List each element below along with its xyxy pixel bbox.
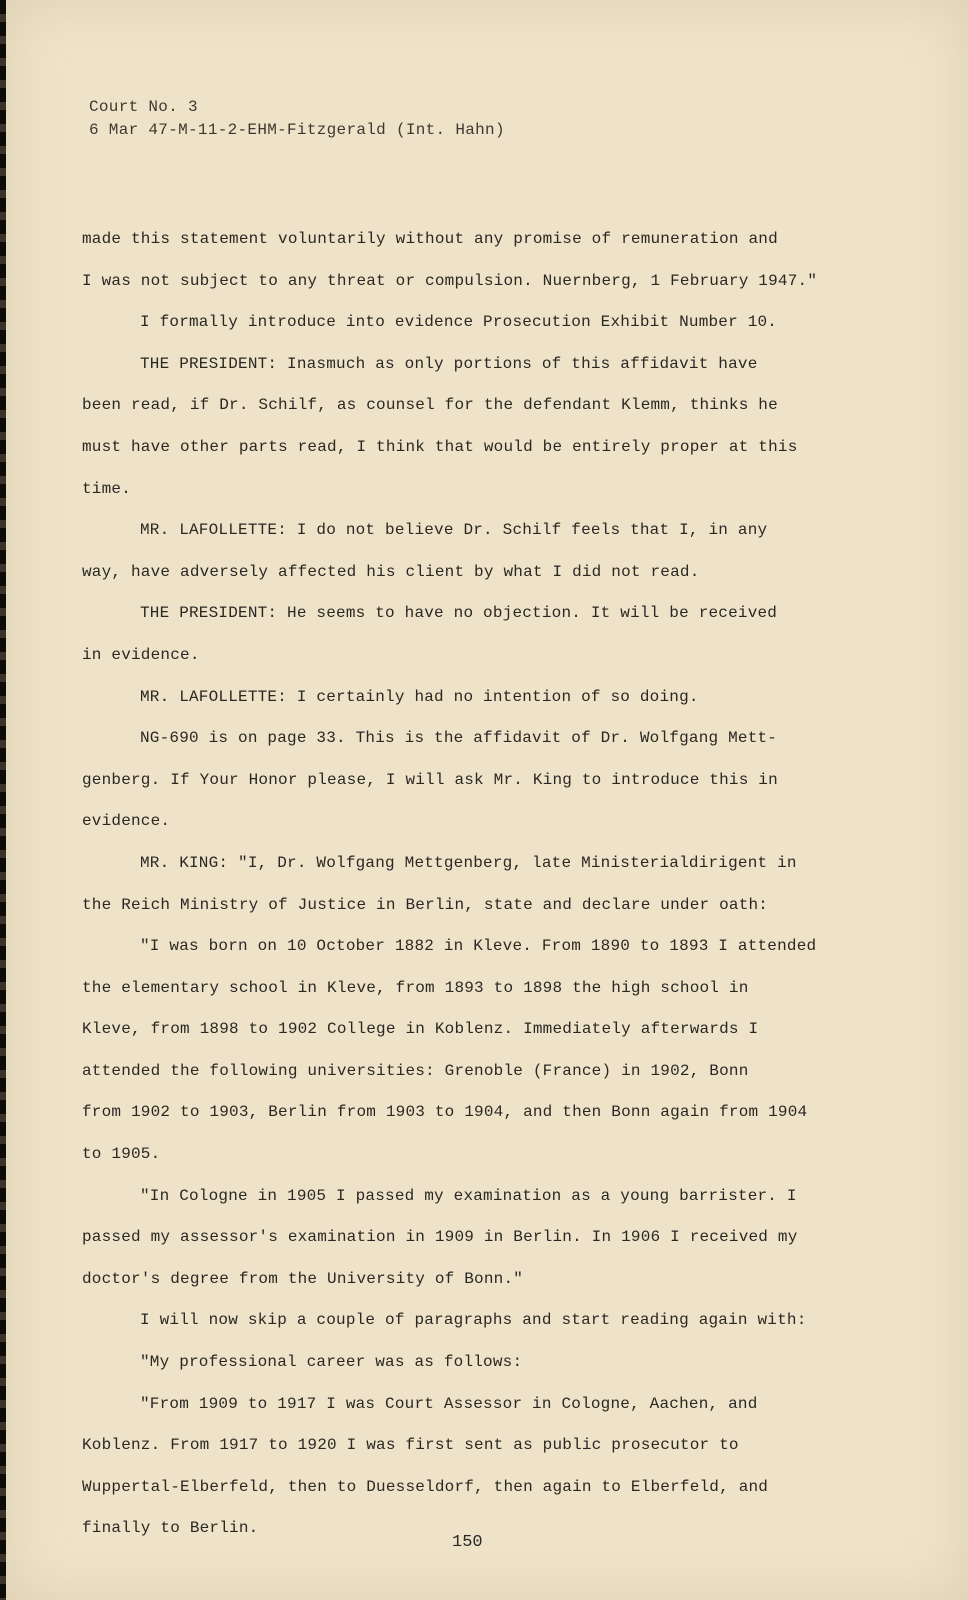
text-line: I will now skip a couple of paragraphs and start reading again with: xyxy=(140,1311,807,1330)
transcript-page xyxy=(6,0,968,1600)
text-line: MR. KING: "I, Dr. Wolfgang Mettgenberg, late Ministerialdirigent in xyxy=(140,853,797,872)
text-line: MR. LAFOLLETTE: I do not believe Dr. Schilf feels that I, in any xyxy=(140,521,768,540)
text-line: Koblenz. From 1917 to 1920 I was first sent as public prosecutor to xyxy=(82,1436,739,1455)
text-line: in evidence. xyxy=(82,645,200,664)
text-line: must have other parts read, I think that would be entirely proper at this xyxy=(82,437,798,456)
text-line: "In Cologne in 1905 I passed my examination as a young barrister. I xyxy=(140,1186,797,1205)
text-line: doctor's degree from the University of Bonn." xyxy=(82,1269,524,1288)
text-line: MR. LAFOLLETTE: I certainly had no intention of so doing. xyxy=(140,687,699,706)
text-line: I formally introduce into evidence Prosecution Exhibit Number 10. xyxy=(140,313,778,332)
text-line: Kleve, from 1898 to 1902 College in Koblenz. Immediately afterwards I xyxy=(82,1020,759,1039)
text-line: time. xyxy=(82,479,132,498)
transcript-body xyxy=(82,219,922,1550)
text-line: way, have adversely affected his client by what I did not read. xyxy=(82,562,700,581)
text-line: passed my assessor's examination in 1909 in Berlin. In 1906 I received my xyxy=(82,1228,798,1247)
text-line: "My professional career was as follows: xyxy=(140,1353,523,1372)
text-line: attended the following universities: Grenoble (France) in 1902, Bonn xyxy=(82,1061,749,1080)
text-line: been read, if Dr. Schilf, as counsel for the defendant Klemm, thinks he xyxy=(82,396,778,415)
text-line: "From 1909 to 1917 I was Court Assessor in Cologne, Aachen, and xyxy=(140,1394,758,1413)
text-line: the elementary school in Kleve, from 1893 to 1898 the high school in xyxy=(82,978,749,997)
text-line: "I was born on 10 October 1882 in Kleve. From 1890 to 1893 I attended xyxy=(140,937,817,956)
text-line: finally to Berlin. xyxy=(82,1519,259,1538)
text-line: genberg. If Your Honor please, I will ask Mr. King to introduce this in xyxy=(82,770,778,789)
text-line: NG-690 is on page 33. This is the affidavit of Dr. Wolfgang Mett- xyxy=(140,729,778,748)
page-number: 150 xyxy=(452,1533,483,1552)
text-line: evidence. xyxy=(82,812,171,831)
text-line: Wuppertal-Elberfeld, then to Duesseldorf, then again to Elberfeld, and xyxy=(82,1477,769,1496)
text-line: the Reich Ministry of Justice in Berlin, state and declare under oath: xyxy=(82,895,769,914)
session-reference: 6 Mar 47-M-11-2-EHM-Fitzgerald (Int. Hahn) xyxy=(89,121,505,139)
text-line: made this statement voluntarily without any promise of remuneration and xyxy=(82,230,778,248)
text-line: from 1902 to 1903, Berlin from 1903 to 1904, and then Bonn again from 1904 xyxy=(82,1103,808,1122)
page-header xyxy=(89,96,505,142)
court-number: Court No. 3 xyxy=(89,98,198,116)
text-line: THE PRESIDENT: He seems to have no objection. It will be received xyxy=(140,604,778,623)
text-line: I was not subject to any threat or compulsion. Nuernberg, 1 February 1947." xyxy=(82,271,818,290)
text-line: THE PRESIDENT: Inasmuch as only portions of this affidavit have xyxy=(140,354,758,373)
text-line: to 1905. xyxy=(82,1145,161,1164)
